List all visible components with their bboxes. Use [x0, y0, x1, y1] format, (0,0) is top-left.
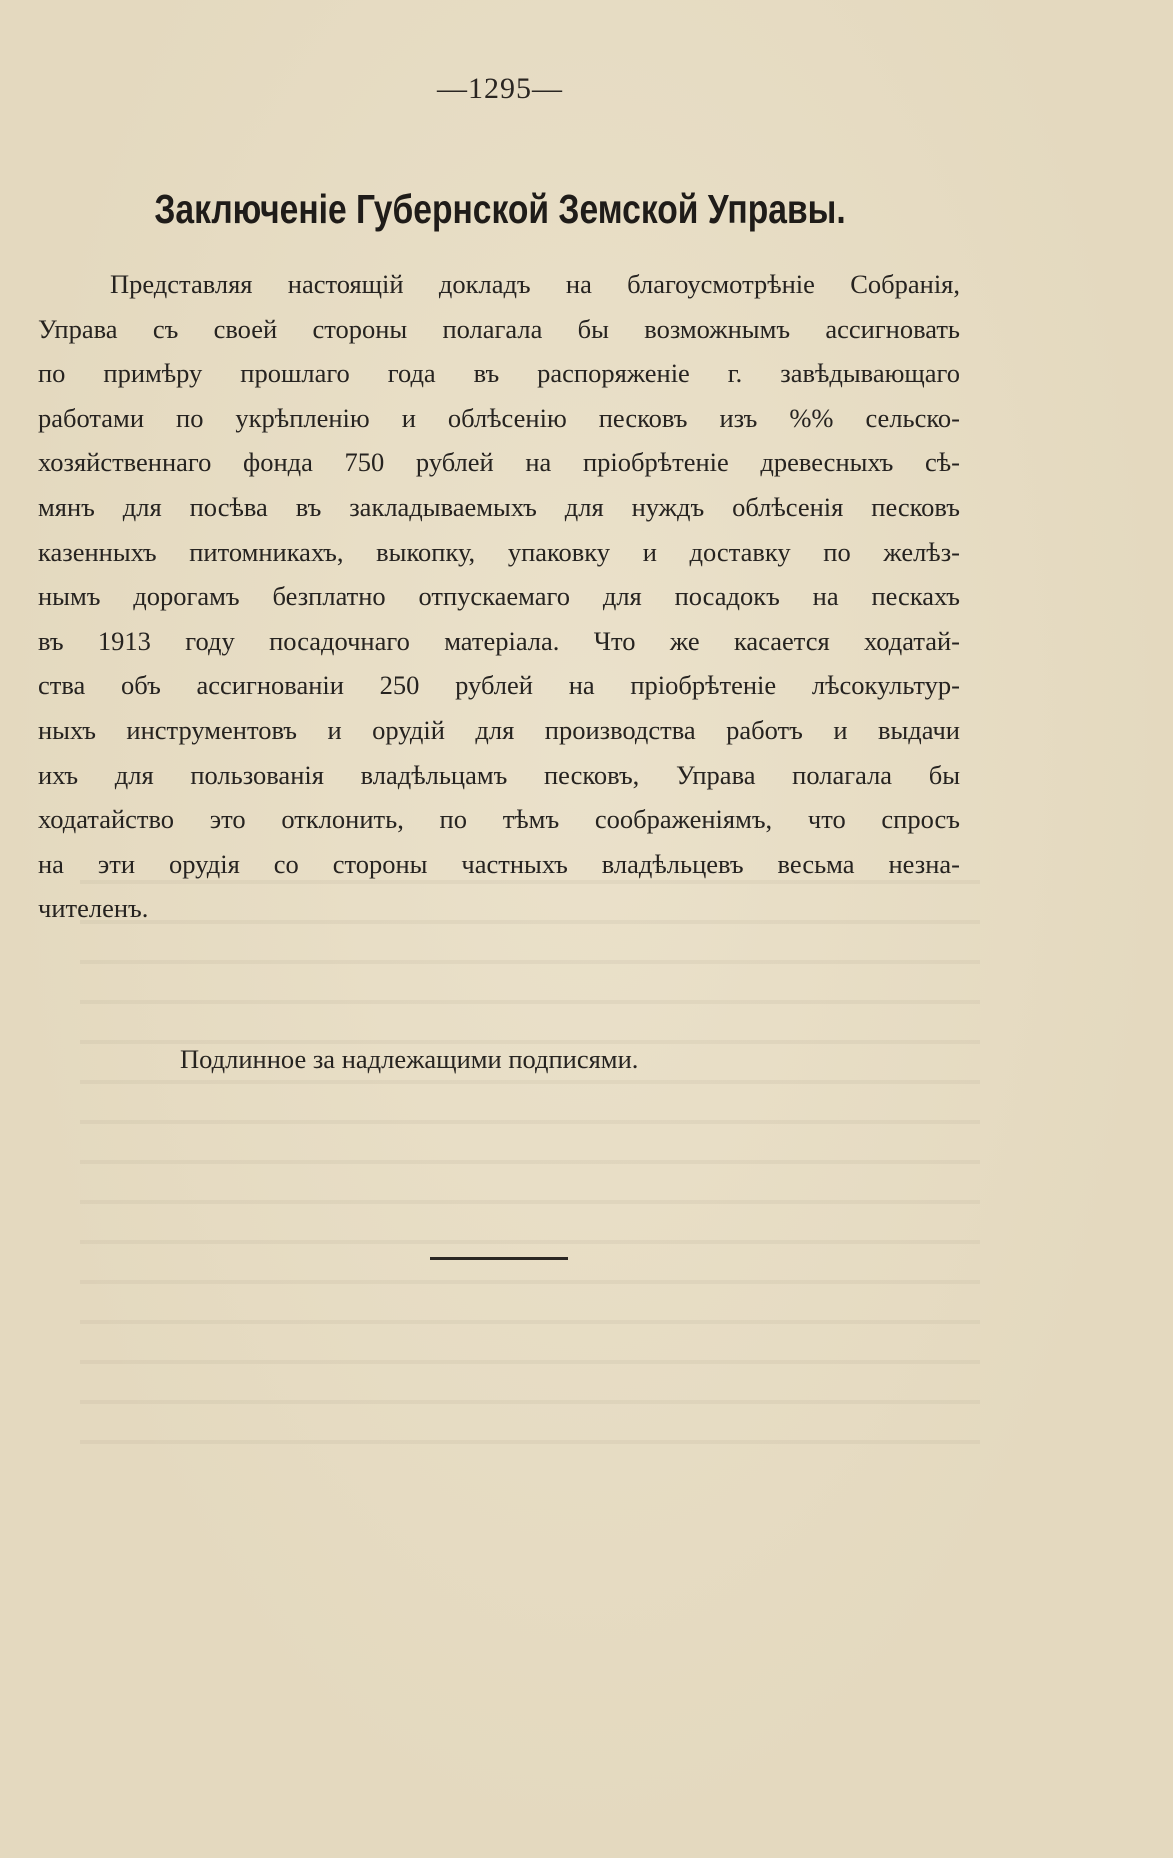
body-paragraph	[38, 262, 960, 931]
paragraph-line: нымъ дорогамъ безплатно отпускаемаго для посадокъ на пескахъ	[38, 581, 960, 612]
paragraph-line: хозяйственнаго фонда 750 рублей на прiобрѣтенiе древесныхъ сѣ-	[38, 447, 960, 478]
paragraph-line: ныхъ инструментовъ и орудiй для производства работъ и выдачи	[38, 714, 960, 745]
closing-rule	[430, 1257, 568, 1260]
page-number: —1295—	[437, 72, 563, 105]
paragraph-line: чителенъ.	[38, 893, 149, 924]
paragraph-line: ства объ ассигнованiи 250 рублей на прiобрѣтенiе лѣсокультур-	[38, 670, 960, 701]
show-through-texture	[80, 880, 980, 1480]
paragraph-line: работами по укрѣпленiю и облѣсенiю песковъ изъ %% сельско-	[38, 402, 960, 433]
paragraph-line: ихъ для пользованiя владѣльцамъ песковъ, Управа полагала бы	[38, 759, 960, 790]
paragraph-line: Управа съ своей стороны полагала бы возможнымъ ассигновать	[38, 313, 960, 344]
signature-note: Подлинное за надлежащими подписями.	[180, 1044, 639, 1074]
paragraph-line: Представляя настоящiй докладъ на благоусмотрѣнiе Собранiя,	[110, 269, 960, 299]
paragraph-line: мянъ для посѣва въ закладываемыхъ для нуждъ облѣсенiя песковъ	[38, 491, 960, 522]
paragraph-line: казенныхъ питомникахъ, выкопку, упаковку и доставку по желѣз-	[38, 536, 960, 567]
section-heading: Заключенiе Губернской Земской Управы.	[154, 186, 846, 232]
paragraph-line: по примѣру прошлаго года въ распоряженiе г. завѣдывающаго	[38, 358, 960, 389]
paragraph-line: въ 1913 году посадочнаго матерiала. Что же касается ходатай-	[38, 625, 960, 656]
paragraph-line: ходатайство это отклонить, по тѣмъ соображенiямъ, что спросъ	[38, 804, 960, 835]
paragraph-line: на эти орудiя со стороны частныхъ владѣльцевъ весьма незна-	[38, 848, 960, 879]
